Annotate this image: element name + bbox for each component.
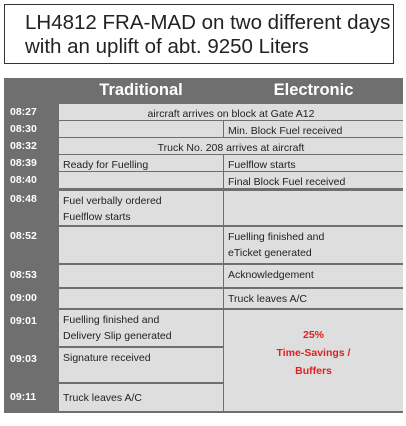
savings-percent: 25% — [302, 329, 324, 341]
cell-line-1: Fuelling finished and — [63, 314, 160, 326]
title-line-1: LH4812 FRA-MAD on two different days — [25, 11, 391, 34]
title-box — [4, 4, 394, 64]
row-traditional-cell: Ready for Fuelling — [59, 155, 223, 171]
header-electronic: Electronic — [224, 78, 403, 102]
row-electronic-cell: Fuelflow starts — [224, 155, 403, 171]
row-time: 08:39 — [4, 155, 58, 171]
cell-line-2: Delivery Slip generated — [63, 330, 172, 342]
row-time: 08:53 — [4, 267, 58, 283]
row-electronic-cell: Final Block Fuel received — [224, 172, 403, 188]
row-time: 08:30 — [4, 121, 58, 137]
row-time: 09:00 — [4, 290, 58, 306]
row-time: 09:11 — [4, 389, 58, 405]
row-electronic-cell — [224, 227, 403, 263]
row-time: 09:01 — [4, 313, 58, 345]
row-electronic-cell: Truck leaves A/C — [224, 289, 403, 308]
row-traditional-cell — [59, 191, 223, 225]
header-traditional: Traditional — [59, 78, 223, 102]
row-time: 08:40 — [4, 172, 58, 188]
cell-line-2: eTicket generated — [228, 247, 312, 259]
row-shared-cell: aircraft arrives on block at Gate A12 — [59, 104, 403, 120]
savings-label: Time-Savings / — [276, 347, 351, 359]
cell-line-1: Fuel verbally ordered — [63, 195, 162, 207]
row-time: 08:32 — [4, 138, 58, 154]
row-time: 08:48 — [4, 191, 58, 223]
row-traditional-cell — [59, 227, 223, 263]
cell-line-2: Fuelflow starts — [63, 211, 131, 223]
row-time: 09:03 — [4, 351, 58, 367]
row-traditional-cell — [59, 289, 223, 308]
cell-line-1: Fuelling finished and — [228, 231, 325, 243]
row-shared-cell: Truck No. 208 arrives at aircraft — [59, 138, 403, 154]
title-line-2: with an uplift of abt. 9250 Liters — [25, 35, 309, 58]
row-electronic-cell: Acknowledgement — [224, 265, 403, 287]
row-traditional-cell — [59, 310, 223, 346]
row-traditional-cell: Signature received — [59, 348, 223, 382]
row-traditional-cell — [59, 121, 223, 137]
savings-note — [224, 326, 403, 380]
header-row — [4, 78, 403, 102]
row-traditional-cell: Truck leaves A/C — [59, 384, 223, 411]
row-electronic-cell: Min. Block Fuel received — [224, 121, 403, 137]
row-electronic-cell — [224, 191, 403, 225]
row-traditional-cell — [59, 172, 223, 188]
timeline-table — [4, 78, 403, 413]
row-time: 08:27 — [4, 104, 58, 120]
savings-buffers: Buffers — [295, 365, 332, 377]
savings-cell — [224, 310, 403, 411]
row-time: 08:52 — [4, 228, 58, 260]
row-traditional-cell — [59, 265, 223, 287]
